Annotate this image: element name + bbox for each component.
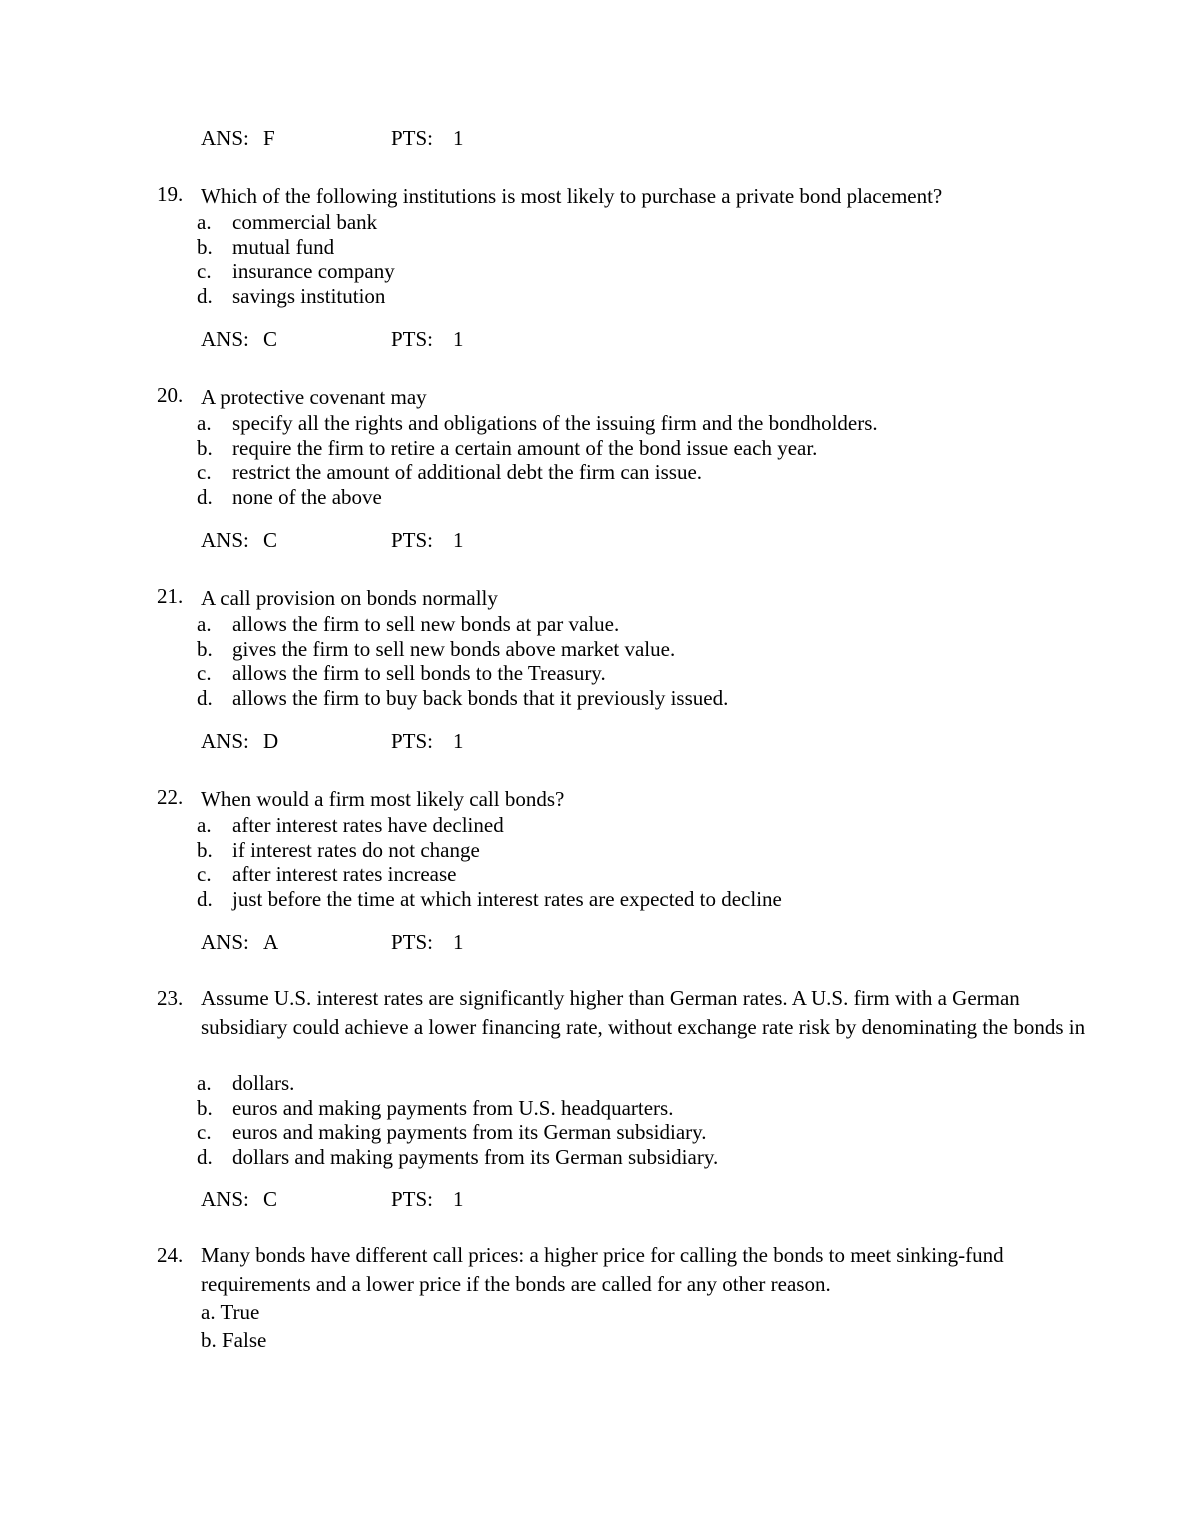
choice-letter: a. (197, 813, 212, 837)
question-number: 21. (157, 584, 184, 608)
question-number: 24. (157, 1243, 184, 1267)
choice-letter: b. (197, 636, 213, 661)
choice-letter: b. (197, 837, 213, 862)
ans-label: ANS: (201, 729, 249, 753)
choice-text: none of the above (232, 484, 382, 509)
true-false-choice: b. False (201, 1328, 267, 1352)
choice-text: gives the firm to sell new bonds above market value. (232, 636, 676, 661)
ans-label: ANS: (201, 528, 249, 552)
choice-letter: c. (197, 661, 212, 685)
choice-letter: d. (197, 1144, 213, 1169)
question-number: 22. (157, 785, 184, 809)
pts-value: 1 (453, 729, 464, 753)
choice-letter: a. (197, 411, 212, 435)
choice-letter: d. (197, 283, 213, 308)
choice-text: just before the time at which interest rates are expected to decline (232, 886, 782, 911)
question-text: A protective covenant may (201, 385, 427, 409)
choice-text: allows the firm to sell new bonds at par value. (232, 612, 620, 636)
choice-letter: d. (197, 685, 213, 710)
pts-value: 1 (453, 327, 464, 351)
pts-label: PTS: (391, 1187, 434, 1211)
pts-value: 1 (453, 1187, 464, 1211)
ans-label: ANS: (201, 930, 249, 954)
choice-text: savings institution (232, 283, 386, 308)
choice-item (0, 1145, 1190, 1169)
choice-letter: c. (197, 1120, 212, 1144)
choice-item (0, 813, 1190, 837)
ans-value: A (263, 930, 279, 954)
pts-label: PTS: (391, 126, 434, 150)
choice-text: euros and making payments from U.S. headquarters. (232, 1095, 674, 1120)
pts-label: PTS: (391, 327, 434, 351)
choice-item (0, 210, 1190, 234)
choice-letter: b. (197, 1095, 213, 1120)
choice-text: insurance company (232, 259, 395, 283)
ans-value: D (263, 729, 279, 753)
pts-value: 1 (453, 930, 464, 954)
choice-text: mutual fund (232, 234, 335, 259)
pts-value: 1 (453, 528, 464, 552)
ans-value: F (263, 126, 275, 150)
choice-letter: b. (197, 234, 213, 259)
question-number: 23. (157, 986, 184, 1010)
choice-text: allows the firm to buy back bonds that it previously issued. (232, 685, 729, 710)
choice-letter: c. (197, 259, 212, 283)
choice-text: dollars. (232, 1071, 295, 1095)
choice-letter: a. (197, 612, 212, 636)
question-text: Assume U.S. interest rates are significantly higher than German rates. A U.S. firm with a German subsidiary could achieve a lower financing rate, without exchange rate risk by denominating the bonds in (201, 986, 1086, 1039)
choice-text: allows the firm to sell bonds to the Treasury. (232, 661, 606, 685)
choice-item (0, 838, 1190, 862)
true-false-choice: a. True (201, 1300, 260, 1324)
ans-label: ANS: (201, 126, 249, 150)
choice-text: commercial bank (232, 210, 378, 234)
choice-text: require the firm to retire a certain amount of the bond issue each year. (232, 435, 818, 460)
pts-label: PTS: (391, 528, 434, 552)
choice-letter: c. (197, 862, 212, 886)
ans-value: C (263, 1187, 278, 1211)
choice-item (0, 460, 1190, 484)
choice-text: if interest rates do not change (232, 837, 480, 862)
choice-item (0, 686, 1190, 710)
choice-text: restrict the amount of additional debt the firm can issue. (232, 460, 703, 484)
ans-value: C (263, 528, 278, 552)
choice-item (0, 235, 1190, 259)
choice-text: euros and making payments from its German subsidiary. (232, 1120, 707, 1144)
question-number: 20. (157, 383, 184, 407)
pts-label: PTS: (391, 729, 434, 753)
choice-item (0, 411, 1190, 435)
question-text: Many bonds have different call prices: a higher price for calling the bonds to meet sinking-fund requirements and a lower price if the bonds are called for any other reason. (201, 1243, 1004, 1296)
question-text: When would a firm most likely call bonds? (201, 787, 565, 811)
choice-item (0, 612, 1190, 636)
question-text: Which of the following institutions is most likely to purchase a private bond placement? (201, 184, 943, 208)
choice-item (0, 637, 1190, 661)
question-text: A call provision on bonds normally (201, 586, 498, 610)
choice-text: after interest rates increase (232, 862, 457, 886)
choice-item (0, 661, 1190, 685)
choice-item (0, 485, 1190, 509)
choice-item (0, 1071, 1190, 1095)
ans-label: ANS: (201, 1187, 249, 1211)
question-number: 19. (157, 182, 184, 206)
choice-letter: a. (197, 210, 212, 234)
choice-text: dollars and making payments from its German subsidiary. (232, 1144, 719, 1169)
choice-letter: b. (197, 435, 213, 460)
choice-item (0, 284, 1190, 308)
pts-value: 1 (453, 126, 464, 150)
choice-text: after interest rates have declined (232, 813, 504, 837)
choice-letter: d. (197, 484, 213, 509)
choice-item (0, 259, 1190, 283)
choice-item (0, 1096, 1190, 1120)
ans-value: C (263, 327, 278, 351)
choice-item (0, 436, 1190, 460)
choice-letter: c. (197, 460, 212, 484)
choice-letter: d. (197, 886, 213, 911)
choice-item (0, 862, 1190, 886)
pts-label: PTS: (391, 930, 434, 954)
choice-text: specify all the rights and obligations of the issuing firm and the bondholders. (232, 411, 878, 435)
choice-item (0, 1120, 1190, 1144)
choice-letter: a. (197, 1071, 212, 1095)
choice-item (0, 887, 1190, 911)
ans-label: ANS: (201, 327, 249, 351)
